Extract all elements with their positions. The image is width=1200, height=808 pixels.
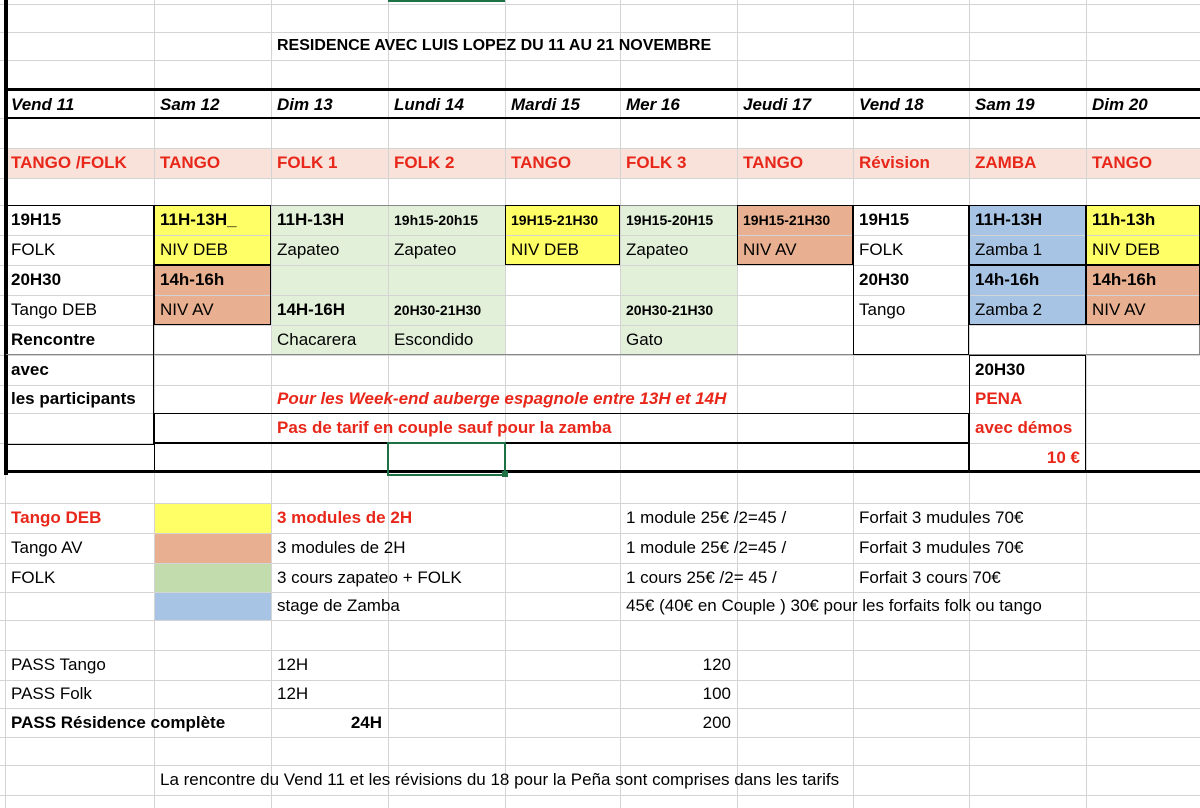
day-header[interactable]: Sam 12 (160, 94, 220, 114)
pass-price[interactable]: 200 (702, 712, 731, 732)
weekend-note[interactable]: Pour les Week-end auberge espagnole entre 13H et 14H (277, 389, 727, 408)
course-cell[interactable]: Escondido (394, 330, 474, 349)
pass-name[interactable]: PASS Tango (11, 655, 106, 674)
pass-hours[interactable]: 24H (350, 712, 382, 732)
course-cell[interactable]: FOLK (11, 240, 56, 259)
legend-swatch-green (154, 563, 271, 593)
selection-top-indicator (388, 0, 505, 2)
day-theme[interactable]: TANGO (1092, 153, 1153, 172)
page-title[interactable]: RESIDENCE AVEC LUIS LOPEZ DU 11 AU 21 NOVEMBRE (277, 37, 712, 54)
day-header[interactable]: Dim 13 (277, 94, 333, 114)
time-cell[interactable]: 11H-13H (277, 210, 345, 229)
day-header[interactable]: Sam 19 (975, 94, 1035, 114)
time-cell[interactable]: 14h-16h (975, 270, 1040, 289)
pass-name[interactable]: PASS Résidence complète (11, 712, 226, 732)
course-cell[interactable]: Tango DEB (11, 300, 97, 319)
legend-swatch-yellow (154, 503, 271, 533)
note-cell[interactable]: Rencontre (11, 330, 96, 349)
day-header[interactable]: Dim 20 (1092, 94, 1148, 114)
time-cell[interactable]: 20H30 (859, 270, 910, 289)
legend-desc[interactable]: 3 cours zapateo + FOLK (277, 568, 462, 587)
legend-forfait[interactable]: Forfait 3 mudules 70€ (859, 538, 1024, 557)
day-theme[interactable]: TANGO (160, 153, 221, 172)
course-cell[interactable]: FOLK (859, 240, 904, 259)
legend-desc[interactable]: 3 modules de 2H (277, 538, 406, 557)
footer-note[interactable]: La rencontre du Vend 11 et les révisions du 18 pour la Peña sont comprises dans les tarifs (160, 770, 840, 789)
legend-price[interactable]: 1 module 25€ /2=45 / (626, 508, 787, 527)
time-cell[interactable]: 19H15-21H30 (511, 212, 599, 228)
time-cell[interactable]: 14h-16h (1092, 270, 1157, 289)
course-cell[interactable]: NIV AV (160, 300, 214, 319)
time-cell[interactable]: 19H15 (11, 210, 62, 229)
time-cell[interactable]: 19H15 (859, 210, 910, 229)
time-cell[interactable]: 19H15-20H15 (626, 212, 714, 228)
time-cell[interactable]: 20H30 (11, 270, 62, 289)
legend-price[interactable]: 1 cours 25€ /2= 45 / (626, 568, 777, 587)
legend-price[interactable]: 45€ (40€ en Couple ) 30€ pour les forfaits folk ou tango (626, 596, 1042, 615)
pass-price[interactable]: 120 (702, 655, 731, 674)
course-cell[interactable]: Tango (859, 300, 906, 319)
note-cell[interactable]: les participants (11, 389, 136, 408)
pass-hours[interactable]: 12H (277, 655, 309, 674)
course-cell[interactable]: NIV DEB (1092, 240, 1161, 259)
pena-demos[interactable]: avec démos (975, 418, 1073, 437)
legend-desc[interactable]: stage de Zamba (277, 596, 400, 615)
course-cell[interactable]: Chacarera (277, 330, 357, 349)
tarif-note[interactable]: Pas de tarif en couple sauf pour la zamba (277, 418, 612, 437)
course-cell[interactable]: Zamba 2 (975, 300, 1043, 319)
selection-handle[interactable] (502, 471, 508, 477)
time-cell[interactable]: 19H15-21H30 (743, 212, 831, 228)
time-cell[interactable]: 14h-16h (160, 270, 225, 289)
time-cell[interactable]: 19h15-20h15 (394, 212, 479, 228)
day-theme[interactable]: TANGO /FOLK (11, 153, 127, 172)
day-header[interactable]: Mer 16 (626, 94, 680, 114)
course-cell[interactable]: Zapateo (626, 240, 689, 259)
time-cell[interactable]: 20H30-21H30 (626, 302, 714, 318)
legend-label[interactable]: FOLK (11, 568, 56, 587)
pena-label[interactable]: PENA (975, 389, 1023, 408)
day-theme[interactable]: TANGO (511, 153, 572, 172)
course-cell[interactable]: NIV DEB (511, 240, 580, 259)
time-cell[interactable]: 20H30 (975, 360, 1026, 379)
course-cell[interactable]: Zapateo (394, 240, 457, 259)
day-header[interactable]: Mardi 15 (511, 94, 580, 114)
legend-label[interactable]: Tango AV (11, 538, 83, 557)
day-theme[interactable]: FOLK 1 (277, 153, 338, 172)
legend-label[interactable]: Tango DEB (11, 508, 102, 527)
time-cell[interactable]: 11h-13h (1092, 210, 1156, 229)
legend-price[interactable]: 1 module 25€ /2=45 / (626, 538, 787, 557)
course-cell[interactable]: Zapateo (277, 240, 340, 259)
pass-price[interactable]: 100 (702, 684, 731, 703)
day-theme[interactable]: ZAMBA (975, 153, 1037, 172)
day-theme[interactable]: FOLK 3 (626, 153, 687, 172)
day-theme[interactable]: TANGO (743, 153, 804, 172)
time-cell[interactable]: 11H-13H (975, 210, 1043, 229)
day-header[interactable]: Lundi 14 (394, 94, 464, 114)
time-cell[interactable]: 20H30-21H30 (394, 302, 482, 318)
legend-desc[interactable]: 3 modules de 2H (277, 508, 413, 527)
course-cell[interactable]: Gato (626, 330, 663, 349)
course-cell[interactable]: NIV AV (1092, 300, 1146, 319)
course-cell[interactable]: NIV DEB (160, 240, 229, 259)
day-header[interactable]: Vend 11 (11, 94, 75, 114)
legend-forfait[interactable]: Forfait 3 cours 70€ (859, 568, 1001, 587)
time-cell[interactable]: 14H-16H (277, 300, 346, 319)
day-theme[interactable]: FOLK 2 (394, 153, 455, 172)
course-cell[interactable]: Zamba 1 (975, 240, 1043, 259)
legend-swatch-orange (154, 533, 271, 563)
legend-swatch-blue (154, 592, 271, 620)
pass-name[interactable]: PASS Folk (11, 684, 92, 703)
day-theme[interactable]: Révision (859, 153, 930, 172)
pass-hours[interactable]: 12H (277, 684, 309, 703)
course-cell[interactable]: NIV AV (743, 240, 797, 259)
selected-cell[interactable] (387, 442, 506, 476)
day-header[interactable]: Vend 18 (859, 94, 924, 114)
note-cell[interactable]: avec (11, 360, 49, 379)
day-header[interactable]: Jeudi 17 (743, 94, 812, 114)
legend-forfait[interactable]: Forfait 3 mudules 70€ (859, 508, 1024, 527)
pena-price[interactable]: 10 € (1046, 448, 1080, 467)
time-cell[interactable]: 11H-13H_ (160, 210, 237, 229)
